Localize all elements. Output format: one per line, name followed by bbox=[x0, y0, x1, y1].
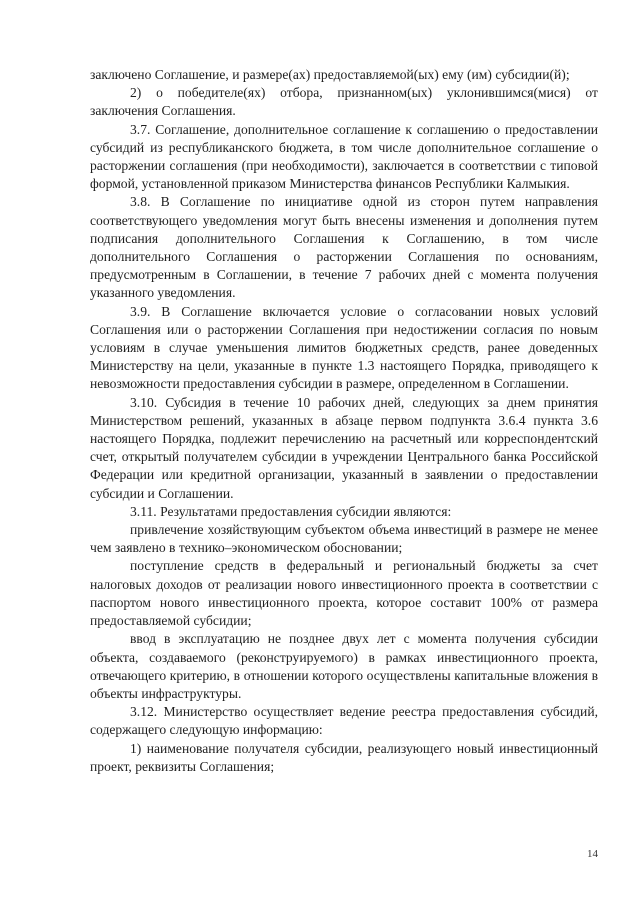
paragraph-3-11: 3.11. Результатами предоставления субсидии являются: bbox=[130, 503, 452, 519]
paragraph-3-8: 3.8. В Соглашение по инициативе одной из сторон путем направления соответствующего уведомления могут быть внесены изменения и дополнения путем подписания дополнительного Соглашения к Соглашению, в том числе дополнительного Соглашения о расторжении Соглашения по основаниям, предусмотренным в Соглашении, в течение 7 рабочих дней с момента получения указанного уведомления. bbox=[90, 194, 598, 301]
paragraph-3-10: 3.10. Субсидия в течение 10 рабочих дней, следующих за днем принятия Министерством решений, указанных в абзаце первом подпункта 3.6.4 пункта 3.6 настоящего Порядка, подлежит перечислению на расчетный или корреспондентский счет, открытый получателем субсидии в учреждении Центрального банка Российской Федерации или кредитной организации, указанный в заявлении о предоставлении субсидии и Соглашении. bbox=[90, 394, 598, 501]
paragraph-3-9: 3.9. В Соглашение включается условие о согласовании новых условий Соглашения или о расторжении Соглашения при недостижении согласия по новым условиям в случае уменьшения лимитов бюджетных средств, ранее доведенных Министерству на цели, указанные в пункте 1.3 настоящего Порядка, приводящего к невозможности предоставления субсидии в размере, определенном в Соглашении. bbox=[90, 303, 598, 392]
paragraph-3-7: 3.7. Соглашение, дополнительное соглашение к соглашению о предоставлении субсидий из республиканского бюджета, в том числе дополнительное соглашение о расторжении соглашения (при необходимости), заключается в соответствии с типовой формой, установленной приказом Министерства финансов Республики Калмыкия. bbox=[90, 121, 598, 192]
paragraph-result-commissioning: ввод в эксплуатацию не позднее двух лет с момента получения субсидии объекта, создаваемого (реконструируемого) в рамках инвестиционного проекта, отвечающего критерию, в отношении которого осуществлены капитальные вложения в объекты инфраструктуры. bbox=[90, 631, 598, 701]
page-number: 14 bbox=[587, 848, 598, 860]
paragraph-result-investment: привлечение хозяйствующим субъектом объема инвестиций в размере не менее чем заявлено в технико–экономическом обосновании; bbox=[90, 522, 598, 556]
paragraph-result-taxes: поступление средств в федеральный и региональный бюджеты за счет налоговых доходов от реализации нового инвестиционного проекта в соответствии с паспортом нового инвестиционного проекта, которое составит 100% от размера предоставляемой субсидии; bbox=[90, 558, 598, 629]
paragraph-1: заключено Соглашение, и размере(ах) предоставляемой(ых) ему (им) субсидии(й); bbox=[90, 67, 570, 82]
paragraph-3-12: 3.12. Министерство осуществляет ведение реестра предоставления субсидий, содержащего следующую информацию: bbox=[90, 704, 598, 738]
paragraph-registry-item-1: 1) наименование получателя субсидии, реализующего новый инвестиционный проект, реквизиты Соглашения; bbox=[90, 740, 598, 774]
paragraph-2: 2) о победителе(ях) отбора, признанном(ых) уклонившимся(мися) от заключения Соглашения. bbox=[90, 85, 598, 119]
